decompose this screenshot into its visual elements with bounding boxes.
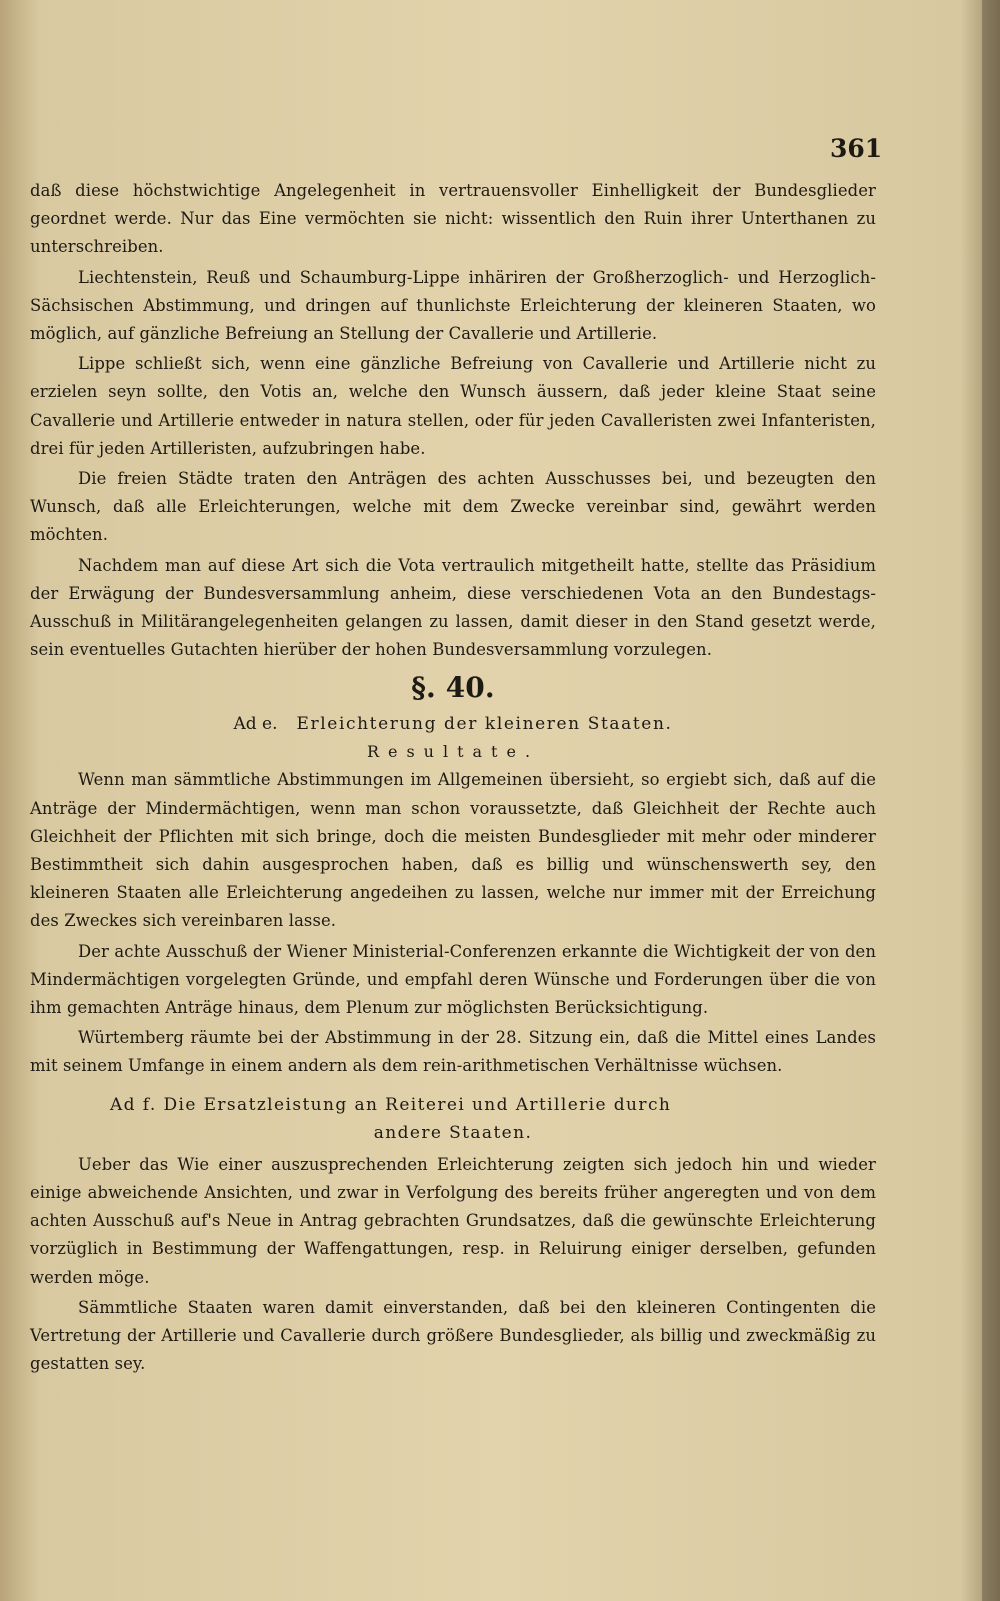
paragraph-2: Liechtenstein, Reuß und Schaumburg-Lippe inhäriren der Großherzoglich- und Herzoglich-Sächsischen Abstimmung, und dringen auf thunlichste Erleichterung der kleineren Staaten, wo möglich, auf gänzliche Befreiung an Stellung der Cavallerie und Artillerie. <box>30 267 876 344</box>
paragraph-8: Würtemberg räumte bei der Abstimmung in der 28. Sitzung ein, daß die Mittel eines Landes mit seinem Umfange in einem andern als dem rein-arithmetischen Verhältnisse wüchsen. <box>30 1028 876 1076</box>
paragraph-1: daß diese höchstwichtige Angelegenheit in vertrauensvoller Einhelligkeit der Bundesglieder geordnet werde. Nur das Eine vermöchten sie nicht: wissentlich den Ruin ihrer Unterthanen zu unterschreiben. <box>30 181 876 257</box>
section-mark: §. 40. <box>411 671 495 705</box>
section-f-heading-title-1: Die Ersatzleistung an Reiterei und Artillerie durch <box>163 1094 672 1115</box>
paragraph-7: Der achte Ausschuß der Wiener Ministerial-Conferenzen erkannte die Wichtigkeit der von den Mindermächtigen vorgelegten Gründe, und empfahl deren Wünsche und Forderungen über die von ihm gemachten Anträge hinaus, dem Plenum zur möglichsten Berücksichtigung. <box>30 941 876 1018</box>
paragraph-4: Die freien Städte traten den Anträgen des achten Ausschusses bei, und bezeugten den Wunsch, daß alle Erleichterungen, welche mit dem Zwecke vereinbar sind, gewährt werden möchten. <box>30 469 876 545</box>
text-body <box>30 177 876 1380</box>
section-subheading: Resultate. <box>366 742 540 762</box>
section-f-heading-title-2: andere Staaten. <box>373 1122 533 1143</box>
section-heading-ad: Ad e. <box>233 714 278 735</box>
paragraph-3: Lippe schließt sich, wenn eine gänzliche Befreiung von Cavallerie und Artillerie nicht zu erzielen seyn sollte, den Votis an, welche den Wunsch äussern, daß jeder kleine Staat seine Cavallerie und Artillerie entweder in natura stellen, oder für jeden Cavalleristen zwei Infanteristen, drei für jeden Artilleristen, aufzubringen habe. <box>30 354 876 458</box>
page-number: 361 <box>830 134 883 163</box>
paragraph-9: Ueber das Wie einer auszusprechenden Erleichterung zeigten sich jedoch hin und wieder einige abweichende Ansichten, und zwar in Verfolgung des bereits früher angeregten und von dem achten Ausschuß auf's Neue in Antrag gebrachten Grundsatzes, daß die gewünschte Erleichterung vorzüglich in Bestimmung der Waffengattungen, resp. in Reluirung einiger derselben, gefunden werden möge. <box>30 1154 876 1287</box>
section-f-heading-ad: Ad f. <box>110 1094 157 1115</box>
section-heading <box>30 710 876 738</box>
section-f-heading <box>30 1091 876 1119</box>
paragraph-5: Nachdem man auf diese Art sich die Vota vertraulich mitgetheilt hatte, stellte das Präsidium der Erwägung der Bundesversammlung anheim, diese verschiedenen Vota an den Bundestags-Ausschuß in Militärangelegenheiten gelangen zu lassen, damit dieser in den Stand gesetzt werde, sein eventuelles Gutachten hierüber der hohen Bundesversammlung vorzulegen. <box>30 555 876 660</box>
section-heading-title: Erleichterung der kleineren Staaten. <box>296 714 673 735</box>
paragraph-6: Wenn man sämmtliche Abstimmungen im Allgemeinen übersieht, so ergiebt sich, daß auf die Anträge der Mindermächtigen, wenn man schon voraussetzte, daß Gleichheit der Rechte auch Gleichheit der Pflichten mit sich bringe, doch die meisten Bundesglieder mit mehr oder minderer Bestimmtheit sich dahin ausgesprochen haben, daß es billig und wünschenswerth sey, den kleineren Staaten alle Erleichterung angedeihen zu lassen, welche nur immer mit der Erreichung des Zweckes sich vereinbaren lasse. <box>30 770 876 931</box>
paragraph-10: Sämmtliche Staaten waren damit einverstanden, daß bei den kleineren Contingenten die Vertretung der Artillerie und Cavallerie durch größere Bundesglieder, als billig und zweckmäßig zu gestatten sey. <box>30 1297 876 1374</box>
